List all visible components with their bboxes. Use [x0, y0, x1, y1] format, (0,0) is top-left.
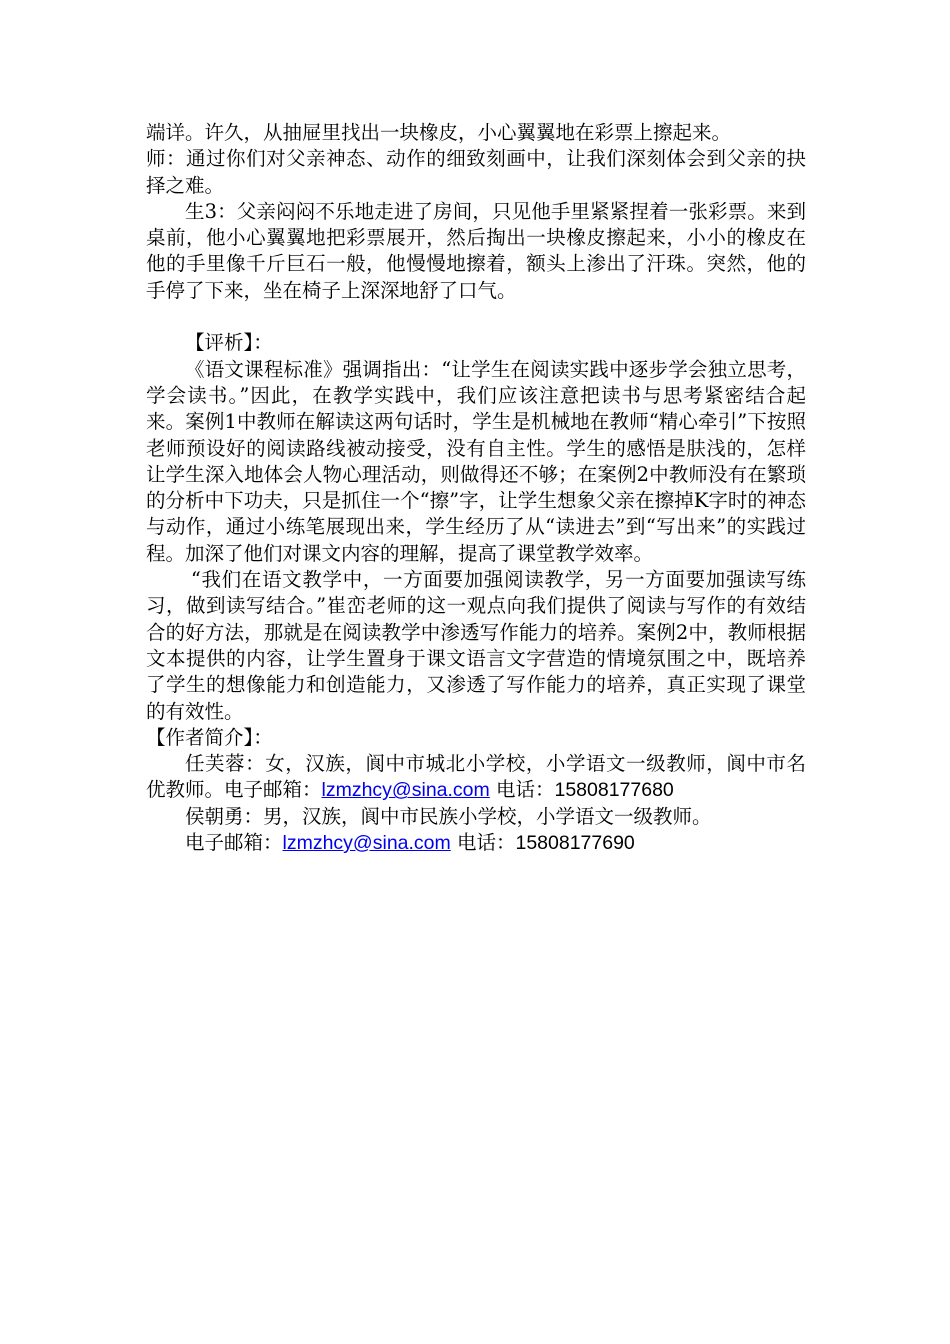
document-page [146, 120, 806, 856]
author-2-email-link[interactable]: lzmzhcy@sina.com [282, 832, 451, 855]
author-2-phone: 15808177690 [515, 832, 635, 855]
paragraph-student-3: 生3：父亲闷闷不乐地走进了房间，只见他手里紧紧捏着一张彩票。来到桌前，他小心翼翼地把彩票展开，然后掏出一块橡皮擦起来，小小的橡皮在他的手里像千斤巨石一般，他慢慢地擦着，额头上渗出了汗珠。突然，他的手停了下来，坐在椅子上深深地舒了口气。 [146, 199, 806, 302]
author-1-phone: 15808177680 [554, 779, 674, 802]
blank-line [146, 304, 806, 330]
author-2-email-label: 电子邮箱： [185, 831, 283, 855]
author-2-bio: 侯朝勇：男，汉族，阆中市民族小学校，小学语文一级教师。 [185, 804, 712, 828]
author-1-text: 任芙蓉：女，汉族，阆中市城北小学校，小学语文一级教师，阆中市名优教师。电子邮箱： [146, 752, 806, 802]
comment-heading: 【评析】： [185, 331, 273, 355]
author-1-phone-label: 电话： [489, 778, 555, 802]
author-2-contact [146, 830, 806, 856]
paragraph-teacher-remark: 师：通过你们对父亲神态、动作的细致刻画中，让我们深刻体会到父亲的抉择之难。 [146, 147, 806, 197]
author-1-email-link[interactable]: lzmzhcy@sina.com [321, 779, 490, 802]
paragraph-commentary-2: “我们在语文教学中，一方面要加强阅读教学，另一方面要加强读写练习，做到读写结合。”崔峦老师的这一观点向我们提供了阅读与写作的有效结合的好方法，那就是在阅读教学中渗透写作能力的培养。案例2中，教师根据文本提供的内容，让学生置身于课文语言文字营造的情境氛围之中，既培养了学生的想像能力和创造能力，又渗透了写作能力的培养，真正实现了课堂的有效性。 [146, 568, 806, 723]
paragraph-continuation: 端详。许久，从抽屉里找出一块橡皮，小心翼翼地在彩票上擦起来。 [146, 121, 732, 144]
author-1-bio [146, 751, 806, 804]
paragraph-commentary-1: 《语文课程标准》强调指出：“让学生在阅读实践中逐步学会独立思考，学会读书。”因此，在教学实践中，我们应该注意把读书与思考紧密结合起来。案例1中教师在解读这两句话时，学生是机械地在教师“精心牵引”下按照老师预设好的阅读路线被动接受，没有自主性。学生的感悟是肤浅的，怎样让学生深入地体会人物心理活动，则做得还不够；在案例2中教师没有在繁琐的分析中下功夫，只是抓住一个“擦”字，让学生想象父亲在擦掉K字时的神态与动作，通过小练笔展现出来，学生经历了从“读进去”到“写出来”的实践过程。加深了他们对课文内容的理解，提高了课堂教学效率。 [146, 357, 806, 565]
author-2-phone-label: 电话： [450, 831, 516, 855]
author-heading: 【作者简介】： [146, 725, 273, 749]
